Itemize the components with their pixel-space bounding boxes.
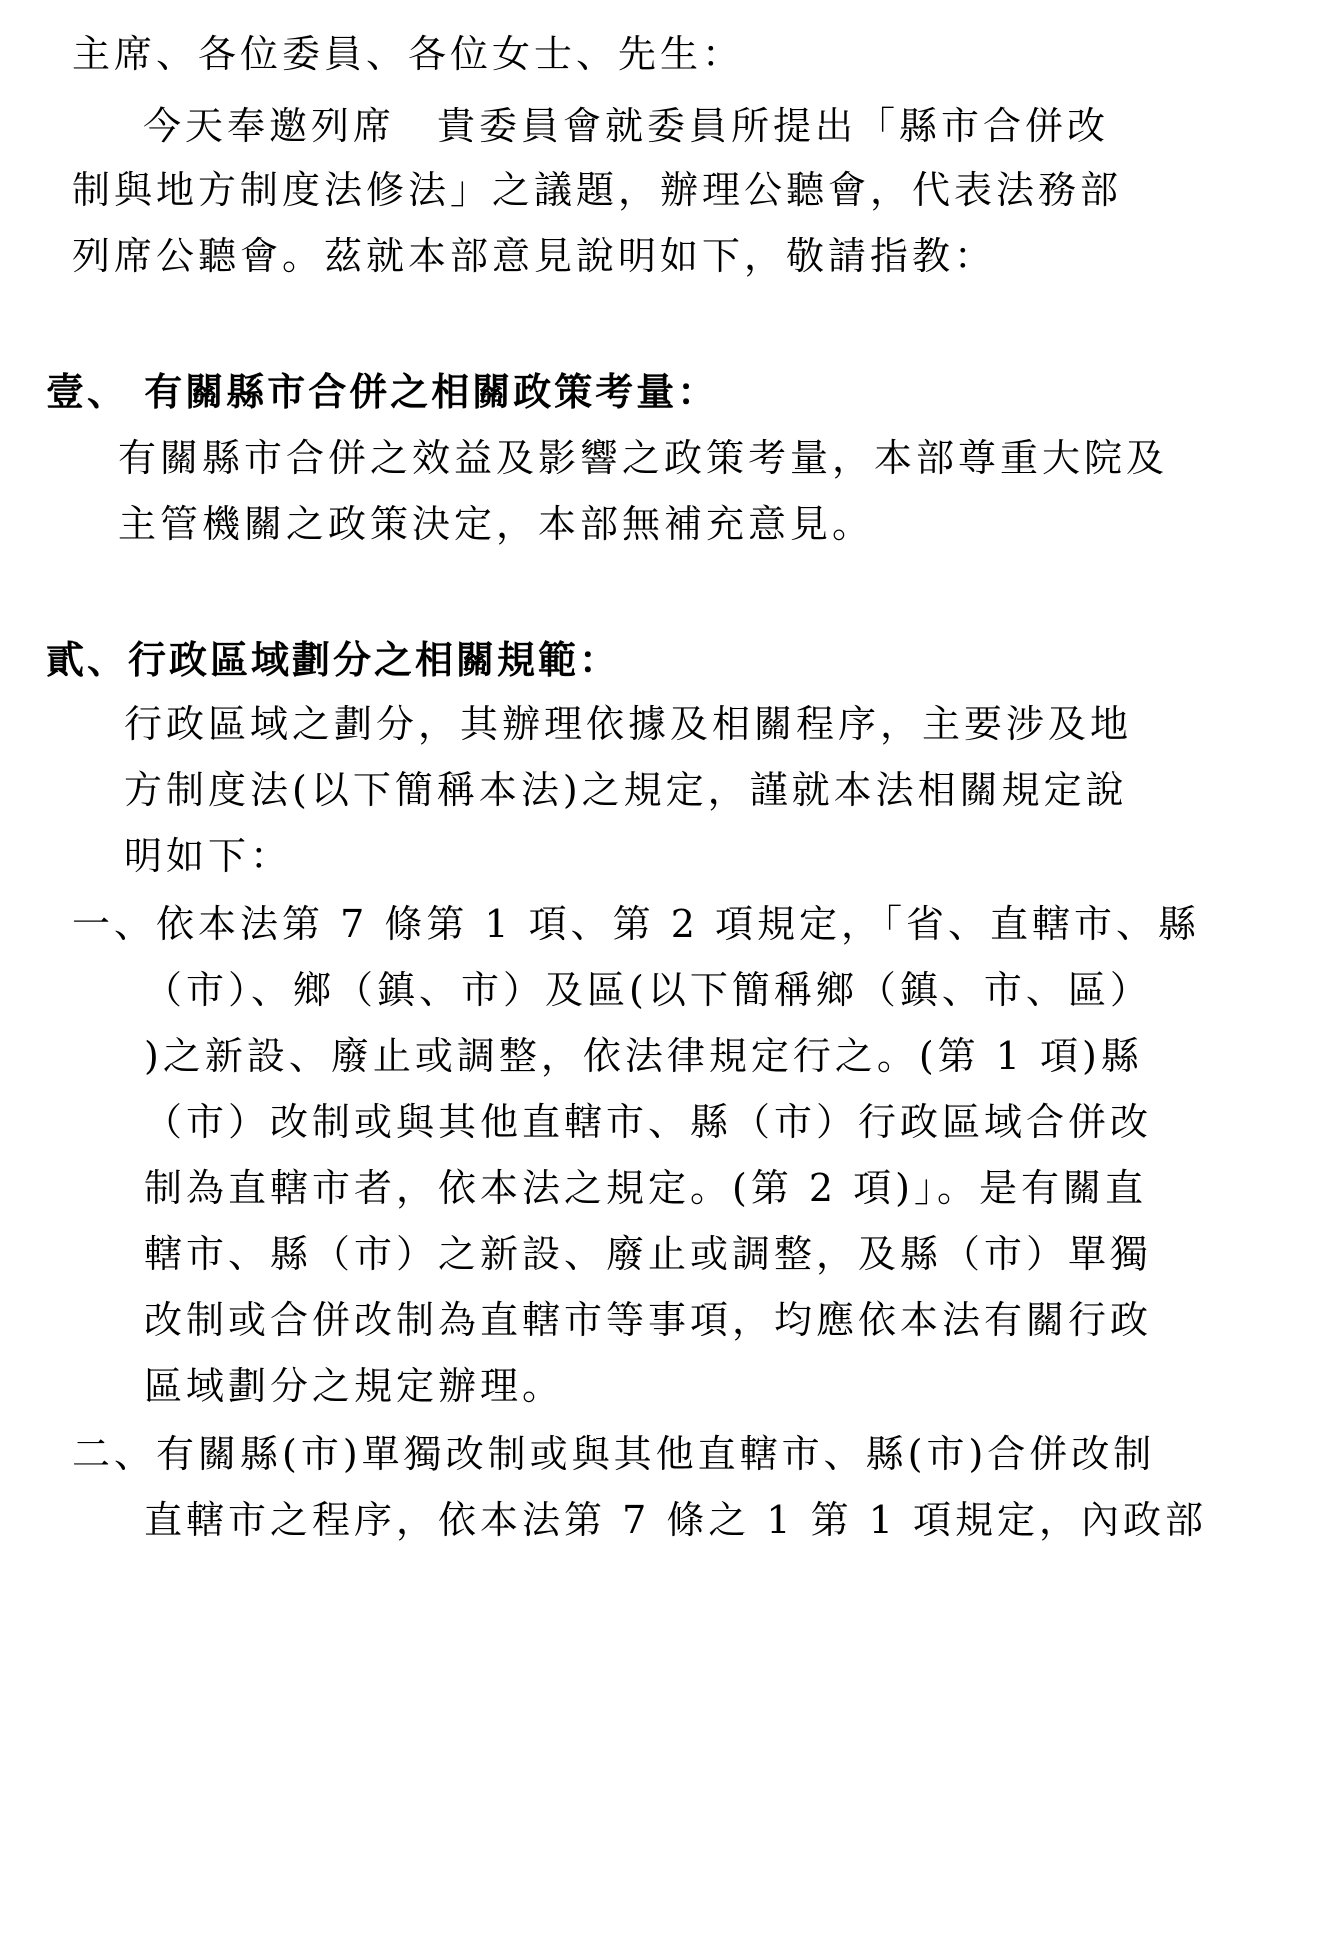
item-1-line-4: （市）改制或與其他直轄市、縣（市）行政區域合併改 bbox=[144, 1100, 1153, 1144]
item-1-line-1: 一、依本法第 7 條第 1 項、第 2 項規定，「省、直轄市、縣 bbox=[72, 902, 1201, 946]
intro-line-3: 列席公聽會。茲就本部意見說明如下，敬請指教： bbox=[72, 234, 997, 278]
section-2-line-3: 明如下： bbox=[124, 834, 293, 878]
section-1-heading: 壹、 有關縣市合併之相關政策考量： bbox=[46, 370, 719, 414]
section-1-line-2: 主管機關之政策決定，本部無補充意見。 bbox=[118, 502, 875, 546]
item-1-line-8: 區域劃分之規定辦理。 bbox=[144, 1364, 565, 1408]
item-1-line-7: 改制或合併改制為直轄市等事項，均應依本法有關行政 bbox=[144, 1298, 1153, 1342]
section-1-line-1: 有關縣市合併之效益及影響之政策考量，本部尊重大院及 bbox=[118, 436, 1169, 480]
item-2-line-2: 直轄市之程序，依本法第 7 條之 1 第 1 項規定，內政部 bbox=[144, 1498, 1208, 1542]
section-2-heading: 貳、行政區域劃分之相關規範： bbox=[46, 638, 621, 682]
item-1-line-3: )之新設、廢止或調整，依法律規定行之。(第 1 項)縣 bbox=[144, 1034, 1143, 1078]
item-2-line-1: 二、有關縣(市)單獨改制或與其他直轄市、縣(市)合併改制 bbox=[72, 1432, 1156, 1476]
intro-line-1: 今天奉邀列席 貴委員會就委員所提出「縣市合併改 bbox=[143, 104, 1110, 148]
intro-line-2: 制與地方制度法修法」之議題，辦理公聽會，代表法務部 bbox=[72, 168, 1123, 212]
section-2-line-1: 行政區域之劃分，其辦理依據及相關程序，主要涉及地 bbox=[124, 702, 1133, 746]
salutation: 主席、各位委員、各位女士、先生： bbox=[72, 32, 745, 76]
item-1-line-6: 轄市、縣（市）之新設、廢止或調整，及縣（市）單獨 bbox=[144, 1232, 1153, 1276]
section-2-line-2: 方制度法(以下簡稱本法)之規定，謹就本法相關規定說 bbox=[124, 768, 1128, 812]
item-1-line-5: 制為直轄市者，依本法之規定。(第 2 項)」。是有關直 bbox=[144, 1166, 1147, 1210]
item-1-line-2: （市）、鄉（鎮、市）及區(以下簡稱鄉（鎮、市、區） bbox=[144, 968, 1152, 1012]
